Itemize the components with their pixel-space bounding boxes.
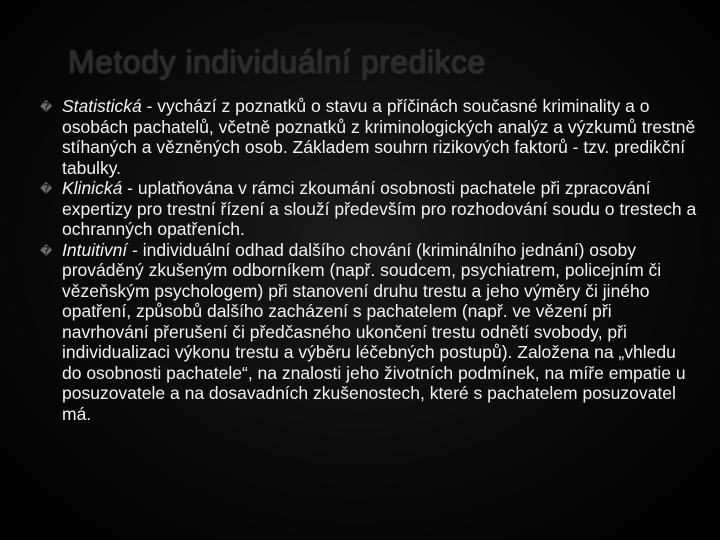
list-item-description: - individuální odhad dalšího chování (kriminálního jednání) osoby prováděný zkušeným odborníkem (např. soudcem, psychiatrem, policejním či vězeňským psychologem) při stanovení druhu trestu a jeho výměry či jiného opatření, způsobů dalšího zacházení s pachatelem (např. ve vězení při navrhování přerušení či předčasného ukončení trestu odnětí svobody, při individualizaci výkonu trestu a výběru léčebných postupů). Založena na „vhledu do osobnosti pachatele“, na znalosti jeho životních podmínek, na míře empatie u posuzovatele a na dosavadních zkušenostech, které s pachatelem posuzovatel má. [62,239,686,424]
slide-title: Metody individuální predikce [68,44,486,80]
list-item-term: Intuitivní [62,239,128,260]
list-item-text [62,178,700,240]
list-item [40,240,700,425]
list-item-description: - vychází z poznatků o stavu a příčinách současné kriminality a o osobách pachatelů, včetně poznatků z kriminologických analýz a výzkumů trestně stíhaných a vězněných osob. Základem souhrn rizikových faktorů - tzv. predikční tabulky. [62,96,696,178]
list-item-term: Statistická [62,96,142,116]
list-item [40,96,700,178]
bullet-icon: � [40,243,53,258]
bullet-icon: � [40,182,53,196]
bullet-icon: � [40,100,53,114]
list-item-text [62,240,700,425]
list-item [40,178,700,240]
list-item-text [62,96,700,178]
bullet-list [40,96,700,424]
list-item-term: Klinická [62,178,123,198]
list-item-description: - uplatňována v rámci zkoumání osobnosti pachatele při zpracování expertizy pro trestní řízení a slouží především pro rozhodování soudu o trestech a ochranných opatřeních. [62,178,697,239]
